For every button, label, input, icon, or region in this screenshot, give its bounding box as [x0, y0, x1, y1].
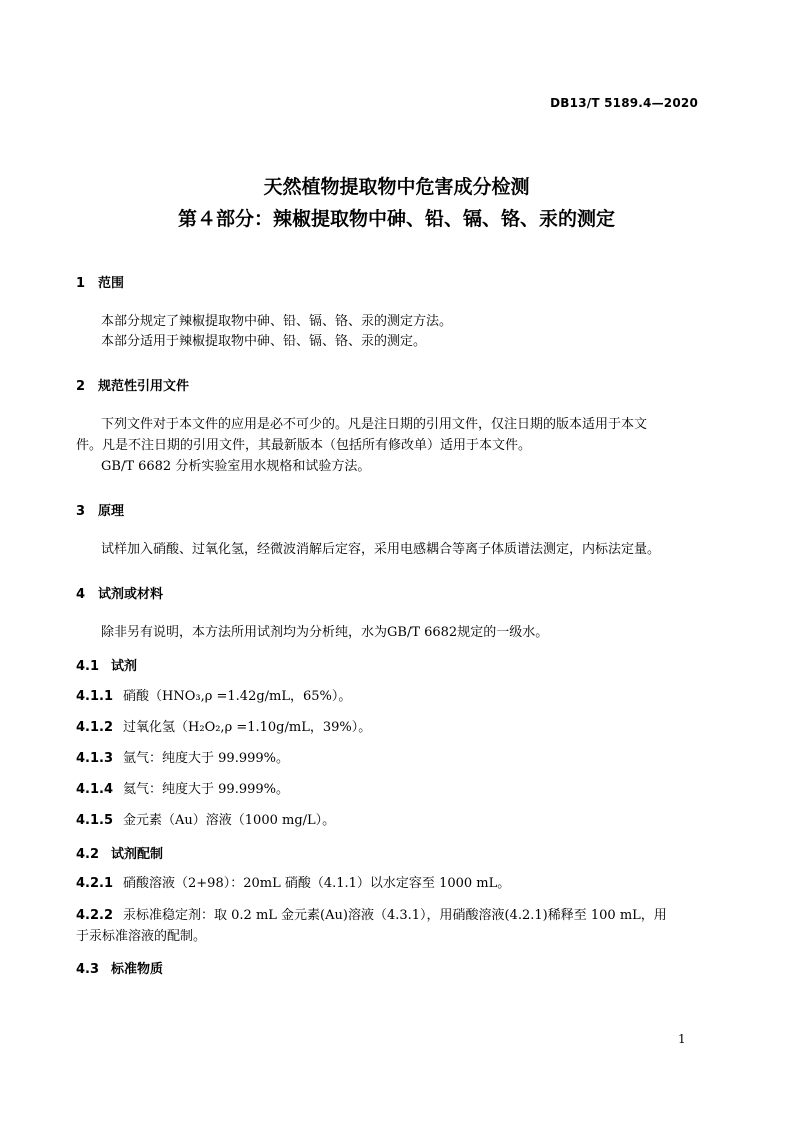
subsection-number: 4.3: [76, 962, 100, 977]
section-3-paragraph-1: 试样加入硝酸、过氧化氢，经微波消解后定容，采用电感耦合等离子体质谱法测定，内标法定量。: [101, 542, 661, 557]
section-number: 3: [76, 504, 86, 519]
section-number: 2: [76, 379, 86, 394]
section-2-paragraph-1-line-2: 件。凡是不注日期的引用文件，其最新版本（包括所有修改单）适用于本文件。: [76, 438, 532, 453]
clause-number: 4.2.1: [76, 876, 114, 891]
clause-number: 4.2.2: [76, 908, 114, 923]
clause-text: 硝酸（HNO₃,ρ =1.42g/mL，65%）。: [123, 689, 352, 704]
subsection-4-1-heading: [76, 655, 137, 674]
clause-4-2-2-continuation: 于汞标准溶液的配制。: [76, 929, 207, 944]
clause-text: 氦气：纯度大于 99.999%。: [123, 782, 289, 797]
section-title: 范围: [98, 276, 125, 291]
clause-text: 氩气：纯度大于 99.999%。: [123, 751, 289, 766]
section-number: 1: [76, 276, 86, 291]
section-1-paragraph-1: 本部分规定了辣椒提取物中砷、铅、镉、铬、汞的测定方法。: [101, 314, 453, 329]
section-2-paragraph-1-line-1: 下列文件对于本文件的应用是必不可少的。凡是注日期的引用文件，仅注日期的版本适用于本文: [101, 417, 648, 432]
clause-text-line-1: 汞标准稳定剂：取 0.2 mL 金元素(Au)溶液（4.3.1），用硝酸溶液(4.2.1)稀释至 100 mL，用: [123, 908, 667, 923]
section-2-heading: [76, 375, 189, 394]
clause-text: 金元素（Au）溶液（1000 mg/L）。: [123, 813, 336, 828]
title-line-1: 天然植物提取物中危害成分检测: [263, 176, 530, 198]
section-title: 试剂或材料: [98, 587, 164, 602]
clause-4-2-2: [76, 905, 701, 926]
clause-4-1-2: [76, 717, 701, 738]
document-number: DB13/T 5189.4—2020: [550, 96, 698, 110]
clause-4-1-4: [76, 779, 701, 800]
clause-4-1-3: [76, 748, 701, 769]
section-title: 原理: [98, 504, 125, 519]
section-3-heading: [76, 500, 124, 519]
subsection-title: 试剂配制: [111, 847, 164, 862]
subsection-number: 4.1: [76, 659, 100, 674]
clause-number: 4.1.5: [76, 813, 114, 828]
clause-4-2-1: [76, 873, 701, 894]
clause-4-1-5: [76, 810, 701, 831]
clause-text: 过氧化氢（H₂O₂,ρ =1.10g/mL，39%）。: [123, 720, 372, 735]
title-line-2: 第４部分：辣椒提取物中砷、铅、镉、铬、汞的测定: [177, 208, 615, 230]
section-4-paragraph-1: 除非另有说明，本方法所用试剂均为分析纯，水为GB/T 6682规定的一级水。: [101, 625, 549, 640]
clause-number: 4.1.4: [76, 782, 114, 797]
section-1-heading: [76, 272, 124, 291]
subsection-4-3-heading: [76, 958, 163, 977]
page-number: 1: [678, 1032, 686, 1046]
section-title: 规范性引用文件: [98, 379, 190, 394]
subsection-number: 4.2: [76, 847, 100, 862]
section-1-paragraph-2: 本部分适用于辣椒提取物中砷、铅、镉、铬、汞的测定。: [101, 334, 427, 349]
subsection-title: 试剂: [111, 659, 138, 674]
clause-4-1-1: [76, 686, 701, 707]
subsection-4-2-heading: [76, 843, 163, 862]
clause-text: 硝酸溶液（2+98）：20mL 硝酸（4.1.1）以水定容至 1000 mL。: [123, 876, 511, 891]
section-4-heading: [76, 583, 163, 602]
section-number: 4: [76, 587, 86, 602]
section-2-paragraph-2: GB/T 6682 分析实验室用水规格和试验方法。: [101, 459, 371, 474]
clause-number: 4.1.2: [76, 720, 114, 735]
clause-number: 4.1.1: [76, 689, 114, 704]
subsection-title: 标准物质: [111, 962, 164, 977]
clause-number: 4.1.3: [76, 751, 114, 766]
